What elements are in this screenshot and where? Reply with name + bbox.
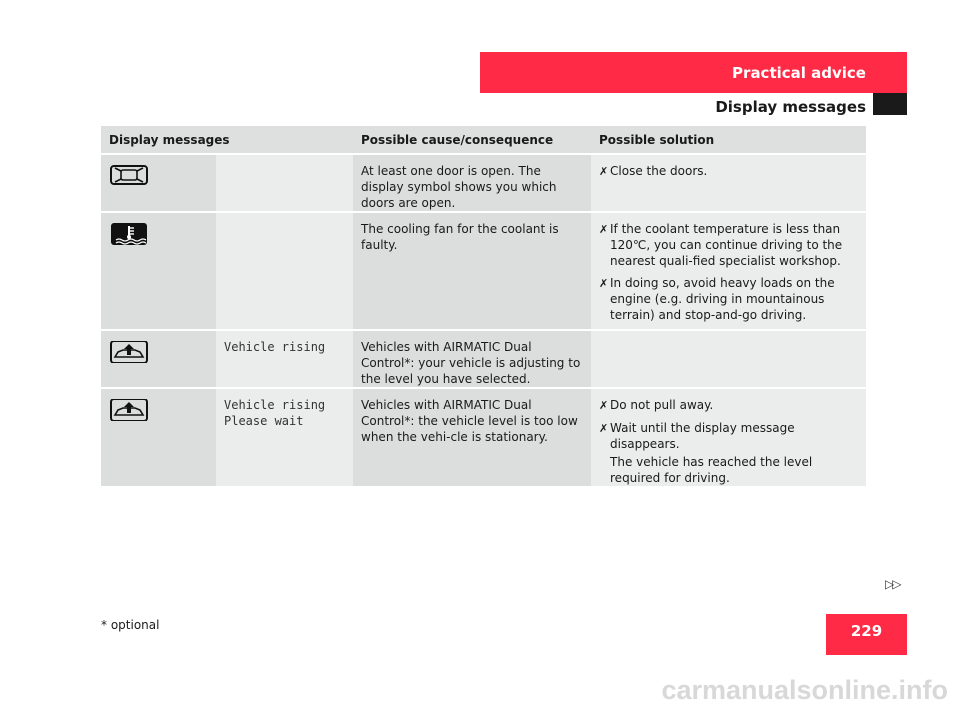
solution-cell: [591, 330, 866, 388]
bullet-arrow-icon: ✗: [599, 223, 609, 236]
display-message-text: Vehicle rising: [224, 340, 326, 354]
section-title: Practical advice: [480, 52, 907, 93]
table-row: [101, 388, 866, 486]
table-header-row: [101, 126, 866, 154]
message-cell: [216, 388, 353, 486]
display-messages-table: [101, 126, 866, 486]
col-header-solution: Possible solution: [591, 126, 866, 154]
continue-arrows-icon: ▷▷: [885, 577, 900, 591]
message-cell: [216, 330, 353, 388]
solution-item: [599, 275, 858, 323]
solution-item: [599, 397, 858, 414]
col-header-display-messages: Display messages: [101, 126, 353, 154]
table-row: [101, 212, 866, 330]
page-number: 229: [826, 614, 907, 655]
cause-cell: Vehicles with AIRMATIC Dual Control*: the vehicle level is too low when the vehi-cle is stationary.: [353, 388, 591, 486]
display-message-text: Please wait: [224, 414, 304, 428]
table-row: [101, 330, 866, 388]
table-row: [101, 154, 866, 212]
cause-cell: At least one door is open. The display symbol shows you which doors are open.: [353, 154, 591, 212]
display-message-text: Vehicle rising: [224, 398, 326, 412]
solution-item: [599, 163, 858, 180]
solution-text: Close the doors.: [610, 164, 708, 178]
section-subtitle: Display messages: [715, 98, 866, 116]
solution-text: Do not pull away.: [610, 398, 714, 412]
footnote: * optional: [101, 618, 160, 632]
solution-cell: [591, 388, 866, 486]
bullet-arrow-icon: ✗: [599, 277, 609, 290]
icon-cell: [101, 212, 216, 330]
solution-item: [599, 420, 858, 452]
solution-item: [599, 221, 858, 269]
col-header-cause: Possible cause/consequence: [353, 126, 591, 154]
message-cell: [216, 212, 353, 330]
solution-text: Wait until the display message disappears.: [610, 421, 795, 451]
solution-note: The vehicle has reached the level required for driving.: [610, 455, 813, 485]
solution-text: In doing so, avoid heavy loads on the engine (e.g. driving in mountainous terrain) and stop-and-go driving.: [610, 276, 835, 322]
bullet-arrow-icon: ✗: [599, 399, 609, 412]
icon-cell: [101, 388, 216, 486]
cause-cell: The cooling fan for the coolant is faulty.: [353, 212, 591, 330]
cause-cell: Vehicles with AIRMATIC Dual Control*: your vehicle is adjusting to the level you have selected.: [353, 330, 591, 388]
bullet-arrow-icon: ✗: [599, 165, 609, 178]
bullet-arrow-icon: ✗: [599, 422, 609, 435]
solution-cell: [591, 154, 866, 212]
header-black-tab: [873, 93, 907, 115]
door-open-icon: [109, 165, 149, 185]
watermark: carmanualsonline.info: [661, 675, 948, 705]
coolant-temperature-icon: [109, 223, 149, 245]
icon-cell: [101, 154, 216, 212]
vehicle-level-icon: [109, 341, 149, 363]
solution-cell: [591, 212, 866, 330]
icon-cell: [101, 330, 216, 388]
vehicle-level-icon: [109, 399, 149, 421]
message-cell: [216, 154, 353, 212]
solution-text: If the coolant temperature is less than 120℃, you can continue driving to the nearest quali-fied specialist workshop.: [610, 222, 843, 268]
